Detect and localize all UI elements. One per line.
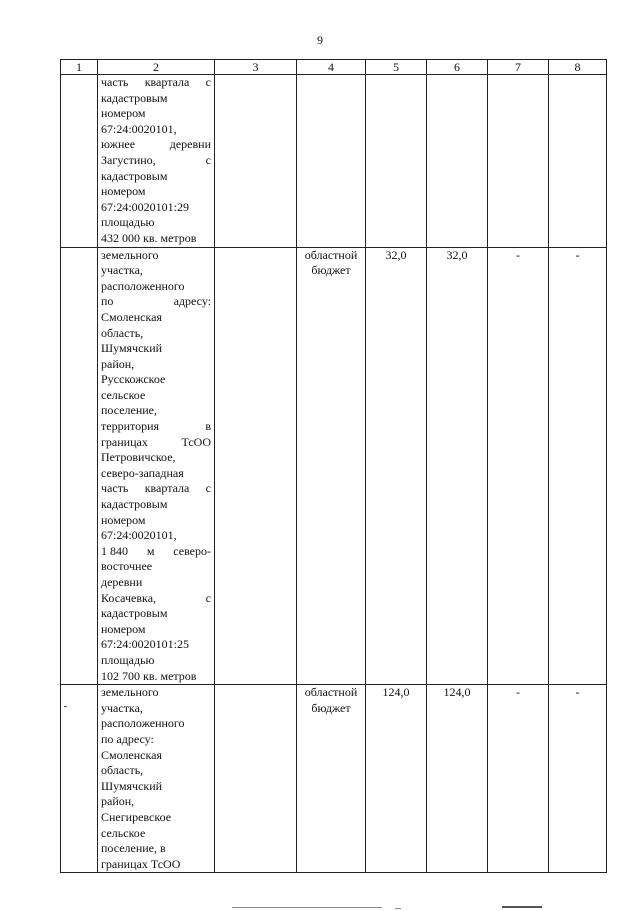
description-line: область, [101,325,144,340]
description-line: по адресу: [101,294,211,309]
column-header: 8 [549,60,607,75]
column-header: 4 [297,60,366,75]
description-line: территория в [101,419,211,434]
description-line: 432 000 кв. метров [101,230,197,245]
cell-amount-year: 32,0 [427,247,488,685]
cell-col3 [215,75,297,248]
description-line: район, [101,794,135,809]
description-line: номером [101,621,146,636]
description-line: участка, [101,263,143,278]
description-line: 67:24:0020101, [101,121,177,136]
description-line: расположенного [101,716,185,731]
column-header: 6 [427,60,488,75]
cell-description [98,685,215,873]
budget-table [60,59,607,873]
cell-description [98,247,215,685]
column-header: 3 [215,60,297,75]
column-header: 2 [98,60,215,75]
description-line: Шумячский [101,778,163,793]
description-line: Смоленская [101,309,162,324]
description-line: 102 700 кв. метров [101,668,197,683]
description-line: кадастровым [101,497,168,512]
description-line: 67:24:0020101:25 [101,637,190,652]
cell-amount-year: 124,0 [427,685,488,873]
description-line: Косачевка, с [101,590,211,605]
description-line: сельское [101,387,146,402]
description-line: Снегиревское [101,809,172,824]
description-line: границах ТсОО [101,434,211,449]
description-line: по адресу: [101,731,154,746]
description-line: участка, [101,700,143,715]
page-number: 9 [317,33,323,47]
header-row [61,60,607,75]
cell-budget-source [297,75,366,248]
description-line: 67:24:0020101:29 [101,199,190,214]
description-line: 1 840 м северо- [101,543,211,558]
description-line: границах ТсОО [101,856,181,871]
cell-amount-total: 32,0 [366,247,427,685]
cell-col8 [549,75,607,248]
description-line: поселение, в [101,841,166,856]
description-line: Шумячский [101,341,163,356]
description-line: расположенного [101,278,185,293]
scan-dash-mark [64,706,67,707]
cell-col3 [215,685,297,873]
cell-col8: - [549,685,607,873]
description-line: сельское [101,825,146,840]
cell-number [61,247,98,685]
cell-budget-source: областной бюджет [297,685,366,873]
table-row [61,247,607,685]
cell-col7 [488,75,549,248]
cell-budget-source: областной бюджет [297,247,366,685]
description-line: 67:24:0020101, [101,528,177,543]
description-line: южнее деревни [101,137,211,152]
description-line: кадастровым [101,90,168,105]
description-line: номером [101,512,146,527]
description-line: площадью [101,652,155,667]
description-line: часть квартала с [101,481,211,496]
description-line: часть квартала с [101,75,211,89]
cell-col7: - [488,247,549,685]
description-line: район, [101,356,135,371]
column-header: 1 [61,60,98,75]
description-line: деревни [101,575,143,589]
description-line: Петровичское, [101,450,176,465]
cell-amount-total: 124,0 [366,685,427,873]
description-line: кадастровым [101,168,168,183]
description-line: Смоленская [101,747,162,762]
table-row [61,75,607,248]
table-row [61,685,607,873]
description-line: земельного [101,685,159,700]
column-header: 7 [488,60,549,75]
cell-description [98,75,215,248]
cell-number [61,685,98,873]
description-line: восточнее [101,559,153,574]
description-line: кадастровым [101,606,168,621]
description-line: Русскожское [101,372,166,387]
cell-number [61,75,98,248]
description-line: номером [101,184,146,199]
description-line: поселение, [101,403,158,418]
cell-col7: - [488,685,549,873]
scan-artifacts [0,904,640,911]
cell-amount-total [366,75,427,248]
description-line: номером [101,106,146,121]
description-line: область, [101,763,144,778]
description-line: Загустино, с [101,152,211,167]
cell-col8: - [549,247,607,685]
column-header: 5 [366,60,427,75]
description-line: площадью [101,215,155,230]
cell-amount-year [427,75,488,248]
description-line: земельного [101,247,159,262]
description-line: северо-западная [101,465,184,480]
cell-col3 [215,247,297,685]
